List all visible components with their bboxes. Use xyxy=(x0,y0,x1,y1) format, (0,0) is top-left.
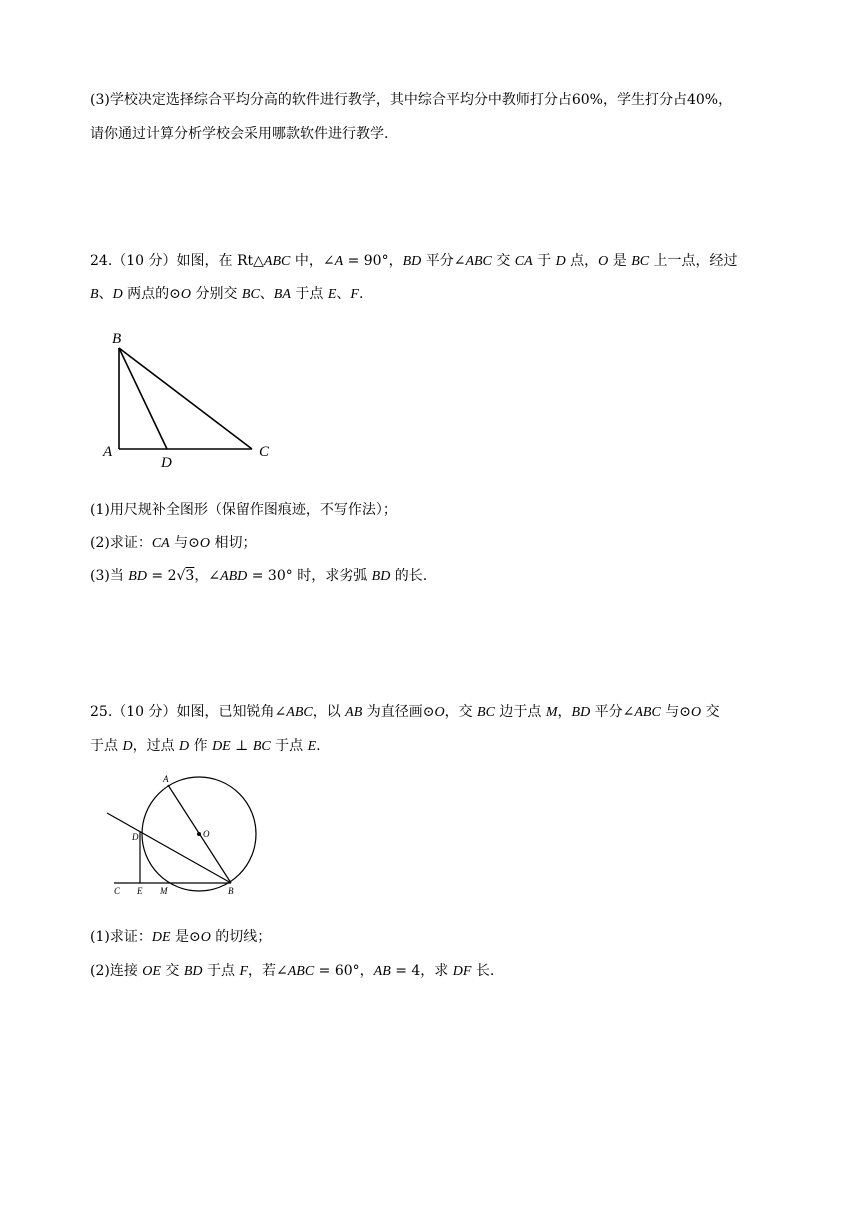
q24-part3: (3)当 BD = 2√3，∠ABD = 30° 时，求劣弧 BD 的长. xyxy=(90,568,428,584)
q25-part1: (1)求证：DE 是⊙O 的切线； xyxy=(90,929,272,945)
q25-score: （10 分） xyxy=(112,704,177,720)
label-D: D xyxy=(132,832,139,842)
q24-part1: (1)用尺规补全图形（保留作图痕迹，不写作法）； xyxy=(90,502,397,518)
q25-statement-line2: 于点 D，过点 D 作 DE ⊥ BC 于点 E. xyxy=(90,738,321,754)
label-C: C xyxy=(114,886,121,896)
center-O-dot xyxy=(197,832,201,836)
q24-statement-line2: B、D 两点的⊙O 分别交 BC、BA 于点 E、F. xyxy=(90,286,364,302)
label-C: C xyxy=(259,444,270,460)
label-O: O xyxy=(203,829,210,839)
segment-BC xyxy=(119,348,252,449)
q24-statement-line1: 24.（10 分）如图，在 Rt△ABC 中，∠A = 90°，BD 平分∠ABC 交 CA 于 D 点，O 是 BC 上一点，经过 xyxy=(90,253,738,269)
label-E: E xyxy=(137,886,143,896)
label-M: M xyxy=(160,886,168,896)
q25-statement-line1: 25.（10 分）如图，已知锐角∠ABC，以 AB 为直径画⊙O，交 BC 边于点 M，BD 平分∠ABC 与⊙O 交 xyxy=(90,704,720,720)
label-A: A xyxy=(163,774,169,784)
segment-BD xyxy=(119,348,167,449)
q25-part2: (2)连接 OE 交 BD 于点 F，若∠ABC = 60°，AB = 4，求 DF 长. xyxy=(90,963,495,979)
label-A: A xyxy=(103,444,113,460)
q25-number: 25. xyxy=(90,704,113,720)
label-B: B xyxy=(112,331,122,347)
label-D: D xyxy=(161,455,172,470)
q24-score: （10 分） xyxy=(112,253,177,269)
label-B: B xyxy=(228,886,234,896)
q24-part2: (2)求证：CA 与⊙O 相切； xyxy=(90,535,257,551)
q24-triangle-figure xyxy=(95,325,285,470)
q25-circle-figure xyxy=(100,770,270,900)
q23-part3-line2: 请你通过计算分析学校会采用哪款软件进行教学. xyxy=(90,126,389,142)
sqrt-radicand: 3 xyxy=(185,568,195,584)
q23-part3-line1: (3)学校决定选择综合平均分高的软件进行教学，其中综合平均分中教师打分占60%，学生打分占40%， xyxy=(90,92,733,108)
line-BD-extended xyxy=(107,813,231,883)
q24-number: 24. xyxy=(90,253,113,269)
